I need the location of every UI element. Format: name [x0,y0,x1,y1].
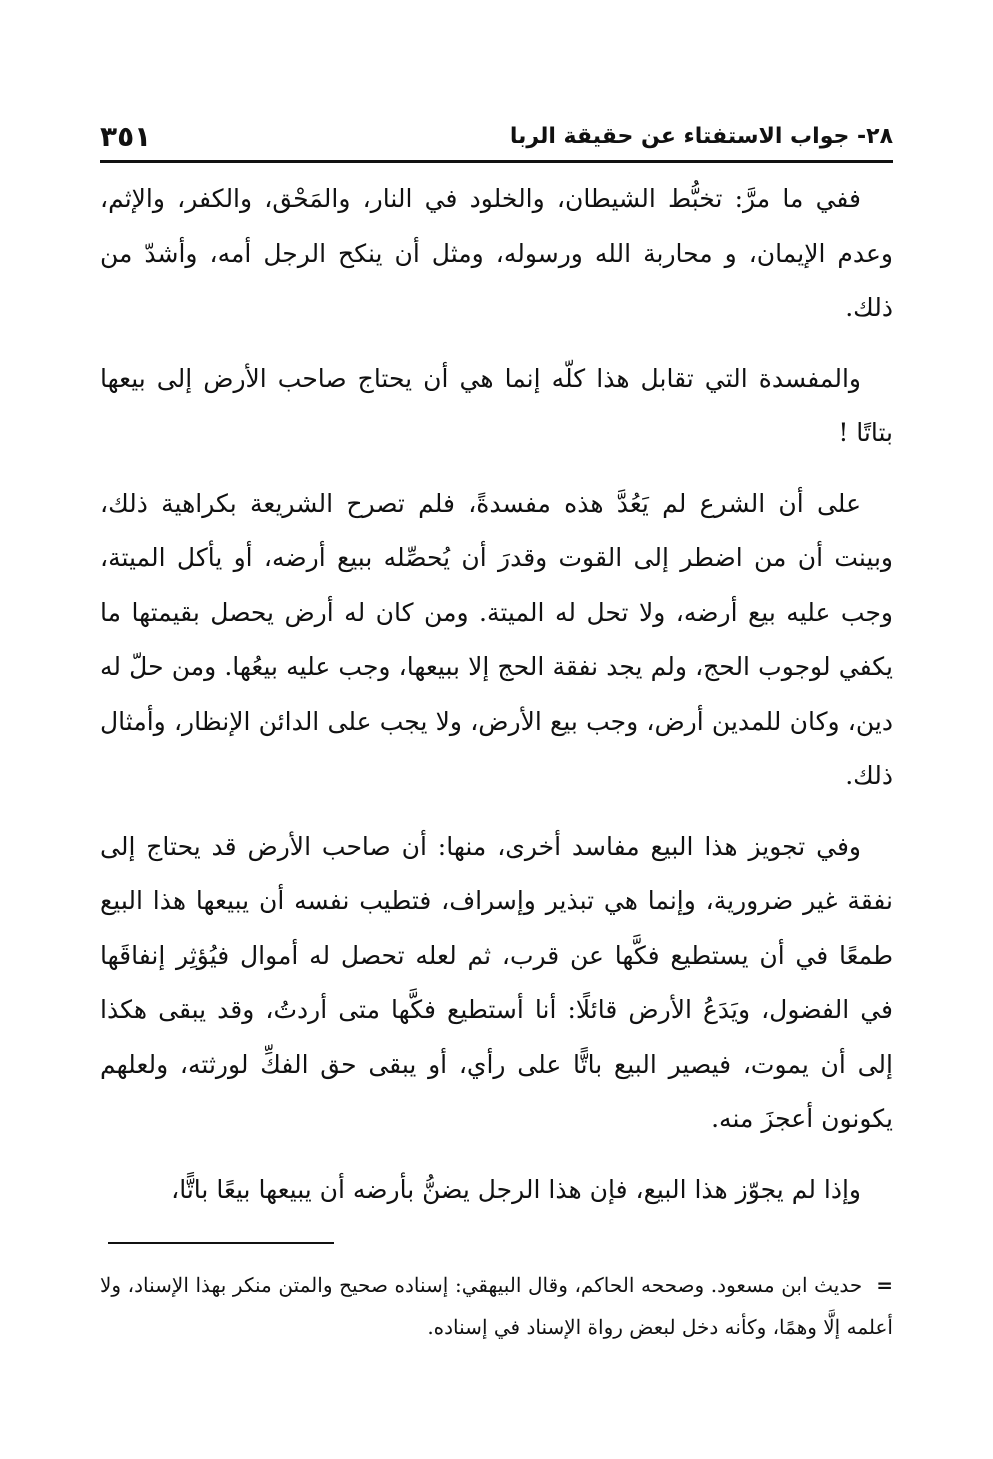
paragraph: على أن الشرع لم يَعُدَّ هذه مفسدةً، فلم تصرح الشريعة بكراهية ذلك، وبينت أن من اضطر إلى القوت وقدرَ أن يُحصِّله ببيع أرضه، أو يأكل الميتة، وجب عليه بيع أرضه، ولا تحل له الميتة. ومن كان له أرض يحصل بقيمتها ما يكفي لوجوب الحج، ولم يجد نفقة الحج إلا ببيعها، وجب عليه بيعُها. ومن حلّ له دين، وكان للمدين أرض، وجب بيع الأرض، ولا يجب على الدائن الإنظار، وأمثال ذلك. [100,488,893,790]
footnote-divider [108,1242,334,1244]
paragraph: وفي تجويز هذا البيع مفاسد أخرى، منها: أن صاحب الأرض قد يحتاج إلى نفقة غير ضرورية، وإنما هي تبذير وإسراف، فتطيب نفسه أن يبيعها هذا البيع طمعًا في أن يستطيع فكَّها عن قرب، ثم لعله تحصل له أموال فيُؤثِر إنفاقَها في الفضول، ويَدَعُ الأرض قائلًا: أنا أستطيع فكَّها متى أردتُ، وقد يبقى هكذا إلى أن يموت، فيصير البيع باتًّا على رأي، أو يبقى حق الفكِّ لورثته، ولعلهم يكونون أعجزَ منه. [100,831,893,1133]
page-number: ٣٥١ [100,119,152,153]
paragraph: والمفسدة التي تقابل هذا كلّه إنما هي أن يحتاج صاحب الأرض إلى بيعها بتاتًا ! [100,363,893,447]
footnote-continuation-mark: = [876,1273,893,1297]
footnote [100,1264,893,1348]
main-text [100,172,893,1233]
running-title: ٢٨- جواب الاستفتاء عن حقيقة الربا [509,123,893,149]
footnote-text: حديث ابن مسعود. وصححه الحاكم، وقال البيهقي: إسناده صحيح والمتن منكر بهذا الإسناد، ولا أعلمه إلَّا وهمًا، وكأنه دخل لبعض رواة الإسناد في إسناده. [100,1273,893,1339]
paragraph: وإذا لم يجوّز هذا البيع، فإن هذا الرجل يضنُّ بأرضه أن يبيعها بيعًا باتًّا، [171,1174,861,1204]
page-header [100,112,893,163]
paragraph: ففي ما مرَّ: تخبُّط الشيطان، والخلود في النار، والمَحْق، والكفر، والإثم، وعدم الإيمان، و محاربة الله ورسوله، ومثل أن ينكح الرجل أمه، وأشدّ من ذلك. [100,184,893,322]
